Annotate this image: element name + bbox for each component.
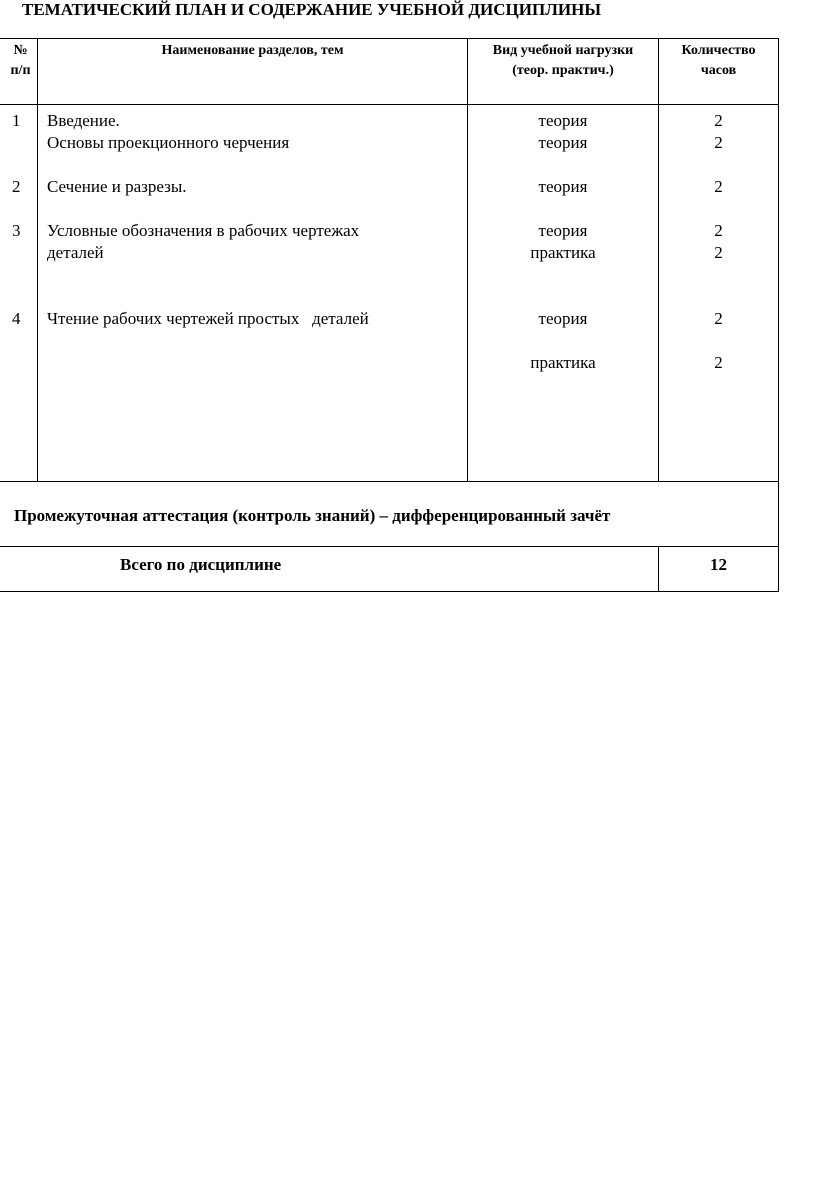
- name-column: [37, 105, 467, 481]
- load-type: теория: [538, 111, 588, 130]
- topic-name: Чтение рабочих чертежей простых деталей: [47, 309, 369, 328]
- page-title: ТЕМАТИЧЕСКИЙ ПЛАН И СОДЕРЖАНИЕ УЧЕБНОЙ ДИСЦИПЛИНЫ: [22, 0, 602, 19]
- header-name: Наименование разделов, тем: [37, 39, 467, 104]
- row-number: 3: [12, 221, 21, 240]
- number-column: [0, 105, 37, 481]
- hours-value: 2: [714, 243, 723, 262]
- topic-name: Сечение и разрезы.: [47, 177, 187, 196]
- total-label-cell: [0, 547, 658, 591]
- topic-name: Основы проекционного черчения: [47, 133, 290, 152]
- table-body: [0, 105, 778, 482]
- load-type: теория: [538, 221, 588, 240]
- load-type: теория: [538, 133, 588, 152]
- attestation-row: [0, 482, 778, 547]
- topic-name: Условные обозначения в рабочих чертежах: [47, 221, 360, 240]
- load-type: практика: [530, 353, 596, 372]
- hours-value: 2: [714, 309, 723, 328]
- table-header-row: [0, 39, 778, 105]
- header-load-type: Вид учебной нагрузки (теор. практич.): [467, 39, 658, 104]
- topic-name: Введение.: [47, 111, 120, 130]
- header-hours: Количество часов: [658, 39, 778, 104]
- hours-value: 2: [714, 133, 723, 152]
- thematic-plan-table: [0, 38, 779, 592]
- hours-value: 2: [714, 177, 723, 196]
- hours-value: 2: [714, 353, 723, 372]
- row-number: 1: [12, 111, 21, 130]
- attestation-text: Промежуточная аттестация (контроль знаний) – дифференцированный зачёт: [14, 506, 611, 525]
- load-type: теория: [538, 309, 588, 328]
- hours-column: [658, 105, 778, 481]
- load-type: практика: [530, 243, 596, 262]
- topic-name: деталей: [47, 243, 104, 262]
- total-value: 12: [710, 555, 727, 574]
- hours-value: 2: [714, 221, 723, 240]
- header-number: № п/п: [10, 43, 31, 78]
- load-type-column: [467, 105, 658, 481]
- row-number: 2: [12, 177, 21, 196]
- total-label: Всего по дисциплине: [120, 555, 282, 574]
- hours-value: 2: [714, 111, 723, 130]
- row-number: 4: [12, 309, 21, 328]
- load-type: теория: [538, 177, 588, 196]
- total-row: [0, 547, 778, 591]
- total-value-cell: [658, 547, 778, 591]
